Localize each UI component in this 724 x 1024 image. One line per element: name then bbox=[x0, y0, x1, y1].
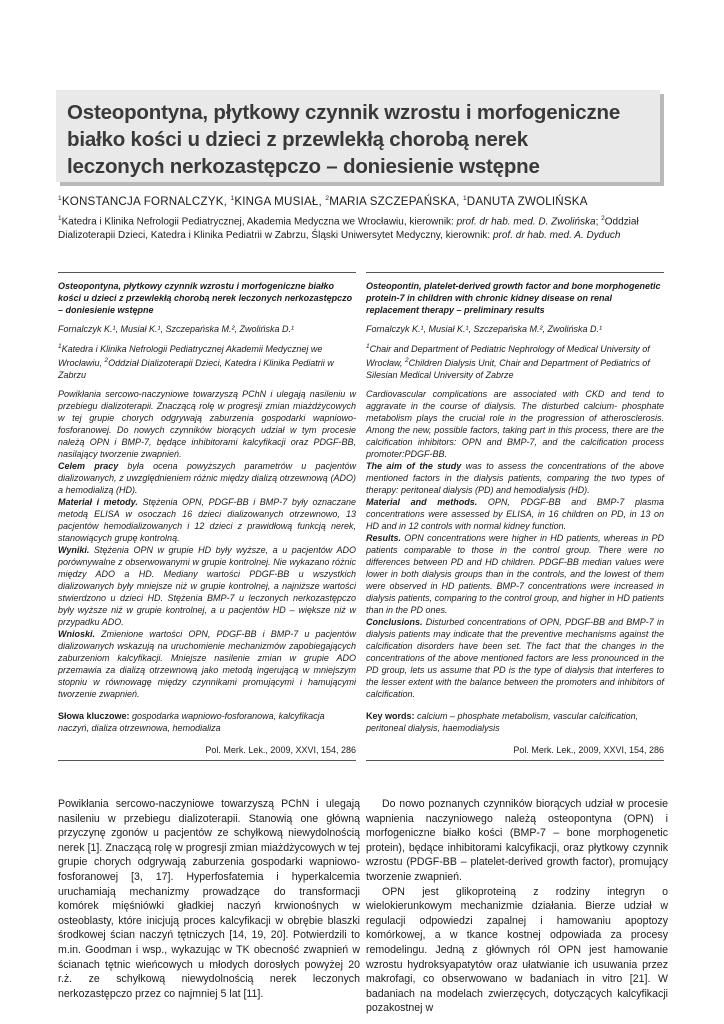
abstract-en bbox=[366, 272, 664, 761]
affil-sup: 2 bbox=[405, 357, 409, 364]
title-line-2: białko kości u dzieci z przewlekłą chorobą nerek bbox=[67, 128, 528, 151]
affil-sup: 1 bbox=[366, 343, 370, 350]
author-sup: 1 bbox=[58, 195, 62, 203]
author: KINGA MUSIAŁ, bbox=[234, 195, 326, 208]
divider bbox=[58, 760, 356, 761]
title-line-1: Osteopontyna, płytkowy czynnik wzrostu i morfogeniczne bbox=[67, 101, 621, 124]
citation: Pol. Merk. Lek., 2009, XXVI, 154, 286 bbox=[513, 745, 664, 755]
abstract-methods: Stężenia OPN, PDGF-BB i BMP-7 były oznaczane metodą ELISA w osoczach 16 dzieci dializowanych otrzewnowo, 13 pacjentów hemodializowanych i 12 dzieci z prawidłową funkcją nerek, stanowiących grupę kontrolną. bbox=[58, 497, 357, 543]
abstract-title: Osteopontyna, płytkowy czynnik wzrostu i morfogeniczne białko kości u dzieci z przewlekłą chorobą nerek leczonych nerkozastępczo – doniesienie wstępne bbox=[58, 281, 353, 315]
section-label: Wnioski. bbox=[58, 629, 96, 639]
section-label: Celem pracy bbox=[58, 461, 119, 471]
author-list bbox=[58, 195, 668, 208]
section-label: Wyniki. bbox=[58, 545, 90, 555]
abstract-pl bbox=[58, 272, 356, 761]
affil-sup: 2 bbox=[601, 215, 605, 222]
section-label: Results. bbox=[366, 533, 402, 543]
affil-text: Children Dialysis Unit, Chair and Department of Pediatrics of Silesian Medical University of Zabrze bbox=[366, 358, 650, 380]
abstract-conclusions: Disturbed concentrations of OPN, PDGF-BB and BMP-7 in dialysis patients may indicate that the preventive mechanisms against the calcification disorders have been set. The fact that the changes in the concentrations of the above mentioned factors are less pronounced in the PD group, lets us assume that PD is the type of dialysis that interferes to the lesser extent with the balance between the promoters and inhibitors of calcification. bbox=[366, 617, 664, 699]
body-column-left bbox=[58, 797, 360, 1001]
keywords bbox=[366, 710, 664, 734]
abstract-aim: was to assess the concentrations of the above mentioned factors in the dialysis patients, comparing the two types of therapy: peritoneal dialysis (PD) and hemodialysis (HD). bbox=[366, 461, 664, 495]
affil-sep: ; bbox=[595, 216, 602, 228]
body-paragraph: OPN jest glikoproteiną z rodziny integryn o wielokierunkowym mechanizmie działania. Bierze udział w regulacji odpowiedzi zapalnej i hamowaniu apoptozy komórkowej, a w tkance kostnej odpowiada za procesy remodelingu. Jedną z głównych ról OPN jest hamowanie wzrostu hydroksyapatytów oraz ułatwianie ich usuwania przez makrofagi, co obserwowano w badaniach in vitro [21]. W badaniach na modelach zwierzęcych, dotyczących kalcyfikacji pozakostnej w bbox=[366, 885, 668, 1015]
affil-text: Katedra i Klinika Nefrologii Pediatrycznej, Akademia Medyczna we Wrocławiu, kierownik: bbox=[61, 216, 457, 228]
keywords bbox=[58, 710, 356, 734]
section-label: The aim of the study bbox=[366, 461, 462, 471]
affil-text: Katedra i Klinika Nefrologii Pediatrycznej Akademii Medycznej we Wrocławiu, bbox=[58, 344, 323, 368]
page-title bbox=[56, 90, 660, 180]
abstract-authors: Fornalczyk K.¹, Musiał K.¹, Szczepańska M.², Zwolińska D.¹ bbox=[366, 324, 603, 334]
title-line-3: leczonych nerkozastępczo – doniesienie wstępne bbox=[67, 155, 540, 178]
abstract-conclusions: Zmienione wartości OPN, PDGF-BB i BMP-7 u pacjentów dializowanych wskazują na uruchomienie mechanizmów zapobiegających zaburzeniom kalcyfikacji. Mniejsze nasilenie zmian w grupie ADO przemawia za dializą otrzewnową jako metodą ingerującą w mniejszym stopniu w równowagę między czynnikami promującymi i hamującymi tworzenie zwapnień. bbox=[58, 629, 356, 699]
author-sup: 1 bbox=[230, 195, 235, 203]
keywords-label: Słowa kluczowe: bbox=[58, 711, 130, 721]
author: DANUTA ZWOLIŃSKA bbox=[466, 195, 588, 208]
abstract-intro: Cardiovascular complications are associated with CKD and tend to aggravate in the course of dialysis. The disturbed calcium- phosphate metabolism plays the crucial role in the progression of atherosclerosis. Among the new, possible factors, taking part in this process, there are the calcification inhibitors: OPN and BMP-7, and the calcification process promoter:PDGF-BB. bbox=[366, 389, 664, 459]
divider bbox=[366, 272, 664, 273]
citation: Pol. Merk. Lek., 2009, XXVI, 154, 286 bbox=[205, 745, 356, 755]
keywords-text: gospodarka wapniowo-fosforanowa, kalcyfikacja naczyń, dializa otrzewnowa, hemodializa bbox=[58, 711, 325, 733]
abstract-authors: Fornalczyk K.¹, Musiał K.¹, Szczepańska M.², Zwolińska D.¹ bbox=[58, 324, 295, 334]
abstract-body bbox=[366, 388, 664, 700]
affil-text: Oddział Dializoterapii Dzieci, Katedra i Klinika Pediatrii w Zabrzu bbox=[58, 358, 334, 380]
title-box bbox=[56, 90, 660, 182]
body-paragraph: Powikłania sercowo-naczyniowe towarzyszą PChN i ulegają nasileniu w przebiegu dializoterapii. Stanowią one główną przyczynę zgonów u pacjentów ze schyłkową niewydolnością nerek [1]. Znaczącą rolę w progresji zmian miażdżycowych w tej grupie chorych odgrywają zaburzenia gospodarki wapniowo-fosforanowej [3, 17]. Hyperfosfatemia i hyperkalcemia uruchamiają mechanizmy prowadzące do transformacji komórek mięśniówki gładkiej naczyń krwionośnych w osteoblasty, które inicjują proces kalcyfikacji w obrębie blaszki środkowej ścian naczyń tętniczych [14, 19, 20]. Potwierdzili to m.in. Goodman i wsp., wykazując w TK obecność zwapnień w ścianach tętnic wieńcowych u młodych dorosłych powyżej 20 r.ż. ze schyłkową niewydolnością nerek leczonych nerkozastępczo przez co najmniej 5 lat [11]. bbox=[58, 798, 360, 1000]
body-paragraph: Do nowo poznanych czynników biorących udział w procesie wapnienia naczyniowego należą osteopontyna (OPN) i morfogeniczne białko kości (BMP-7 – bone morphogenetic protein), będące inhibitorami kalcyfikacji, oraz płytkowy czynnik wzrostu (PDGF-BB – platelet-derived growth factor), promujący tworzenie zwapnień. bbox=[366, 798, 668, 883]
divider bbox=[58, 272, 356, 273]
author: MARIA SZCZEPAŃSKA, bbox=[329, 195, 463, 208]
section-label: Material and methods. bbox=[366, 497, 478, 507]
affil-head: prof. dr hab. med. A. Dyduch bbox=[492, 229, 621, 241]
author-sup: 1 bbox=[462, 195, 467, 203]
author: KONSTANCJA FORNALCZYK, bbox=[61, 195, 231, 208]
abstract-results: OPN concentrations were higher in HD patients, whereas in PD patients comparable to those in the control group. There were no differences between PD and HD children. PDGF-BB median values were lower in both dialysis groups than in the controls, and the lowest of them were observed in HD patients. BMP-7 concentrations were increased in dialysis patients, comparing to the control group, and higher in HD patients than in the PD ones. bbox=[366, 533, 664, 615]
affil-head: prof. dr hab. med. D. Zwolińska bbox=[456, 216, 596, 228]
affil-sup: 1 bbox=[58, 343, 62, 350]
abstract-affiliations bbox=[366, 341, 664, 381]
affiliations bbox=[58, 212, 668, 242]
keywords-label: Key words: bbox=[366, 711, 415, 721]
section-label: Conclusions. bbox=[366, 617, 423, 627]
abstract-body bbox=[58, 388, 356, 700]
author-sup: 2 bbox=[325, 195, 330, 203]
abstract-title: Osteopontin, platelet-derived growth factor and bone morphogenetic protein-7 in children with chronic kidney disease on renal replacement therapy – preliminary results bbox=[366, 281, 661, 315]
abstract-intro: Powikłania sercowo-naczyniowe towarzyszą PChN i ulegają nasileniu w przebiegu dializoterapii. Znaczącą rolę w progresji zmian miażdżycowych w tej grupie chorych odgrywają zaburzenia gospodarki wapniowo-fosforanowej. Do nowych czynników biorących udział w tym procesie należą OPN i BMP-7, będące inhibitorami kalcyfikacji oraz PDGF-BB, nasilający tworzenie zwapnień. bbox=[58, 389, 356, 459]
body-column-right bbox=[366, 797, 668, 1016]
divider bbox=[366, 760, 664, 761]
abstract-aim: była ocena powyższych parametrów u pacjentów dializowanych, z uwzględnieniem różnic między dializą otrzewnową (ADO) a hemodializą (HD). bbox=[58, 461, 356, 495]
affil-text: Oddział Dializoterapii Dzieci, Katedra i Klinika Pediatrii w Zabrzu, Śląski Uniwersytet Medyczny, kierownik: bbox=[58, 216, 639, 241]
abstract-methods: OPN, PDGF-BB and BMP-7 plasma concentrations were assessed by ELISA, in 16 children on PD, in 13 on HD and in 12 controls with normal kidney function. bbox=[366, 497, 664, 531]
affil-sup: 1 bbox=[58, 215, 62, 222]
affil-text: Chair and Department of Pediatric Nephrology of Medical University of Wrocław, bbox=[366, 344, 650, 368]
affil-sup: 2 bbox=[104, 357, 109, 364]
abstract-affiliations bbox=[58, 341, 356, 381]
keywords-text: calcium – phosphate metabolism, vascular calcification, peritoneal dialysis, haemodialysis bbox=[366, 711, 639, 733]
section-label: Materiał i metody. bbox=[58, 497, 138, 507]
abstract-results: Stężenia OPN w grupie HD były wyższe, a u pacjentów ADO porównywalne z obserwowanymi w grupie kontrolnej. Nie wykazano różnic między ADO a HD. Mediany wartości PDGF-BB u wszystkich dializowanych były mniejsze niż w grupie kontrolnej, a najniższe wartości stwierdzono u dzieci HD. Stężenia BMP-7 u leczonych nerkozastępczo były wyższe niż w grupie kontrolnej, a u pacjentów HD – większe niż w przypadku ADO. bbox=[58, 545, 356, 627]
